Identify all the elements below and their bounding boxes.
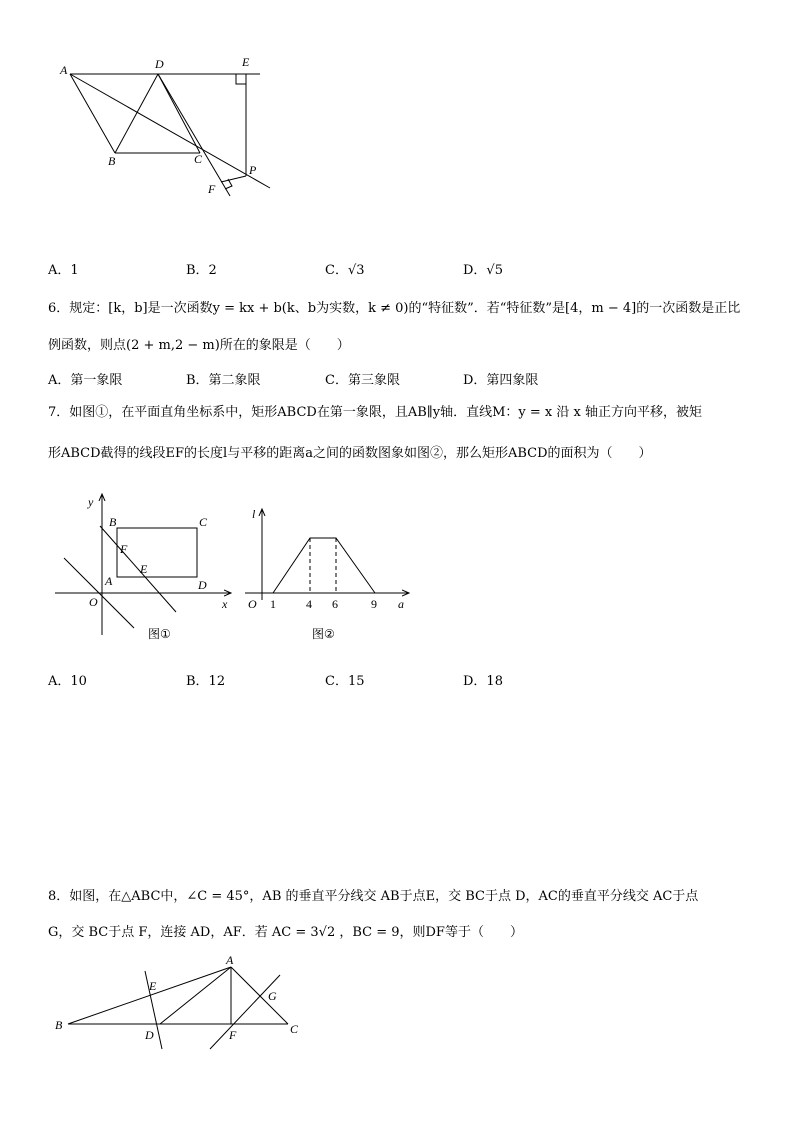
label-D: D: [145, 1028, 154, 1042]
q7-figure-2: [240, 508, 420, 650]
label-x: x: [222, 597, 228, 611]
label-B: B: [55, 1018, 63, 1032]
label-G: G: [268, 989, 277, 1003]
label-F: F: [208, 182, 216, 196]
tick-4: 4: [306, 597, 312, 611]
q6-option-d[interactable]: D．第四象限: [463, 373, 539, 388]
segment-ad: [160, 967, 231, 1024]
q6-option-b[interactable]: B．第二象限: [186, 373, 261, 388]
label-A: A: [226, 953, 234, 967]
q8-stem-line1: 8．如图，在△ABC中，∠C = 45°，AB 的垂直平分线交 AB于点E，交 BC于点 D，AC的垂直平分线交 AC于点: [48, 889, 699, 904]
q5-option-b[interactable]: B．2: [186, 263, 217, 278]
q7-option-d[interactable]: D．18: [463, 674, 503, 689]
line-diagonal-ap: [70, 74, 270, 188]
line-df: [158, 74, 230, 196]
graph-l-vs-a: [273, 538, 375, 593]
q7-figure-1: [50, 490, 245, 650]
label-D: D: [155, 57, 164, 71]
q7-stem-line1: 7．如图①，在平面直角坐标系中，矩形ABCD在第一象限，且AB∥y轴．直线M：y = x 沿 x 轴正方向平移，被矩: [48, 405, 702, 420]
label-B: B: [108, 154, 116, 168]
perp-bisector-ac: [210, 975, 280, 1049]
q6-option-c[interactable]: C．第三象限: [325, 373, 400, 388]
label-E: E: [140, 562, 148, 576]
label-F: F: [229, 1028, 237, 1042]
label-A: A: [105, 574, 113, 588]
q5-option-c[interactable]: C．√3: [325, 263, 365, 278]
q6-stem-line2: 例函数，则点(2 + m,2 − m)所在的象限是（ ）: [48, 338, 350, 353]
segment-ba: [68, 967, 231, 1024]
right-angle-e: [236, 74, 246, 84]
q7-option-b[interactable]: B．12: [186, 674, 226, 689]
q5-figure: [40, 50, 290, 210]
tick-9: 9: [371, 597, 377, 611]
q5-option-d[interactable]: D．√5: [463, 263, 503, 278]
label-D: D: [198, 578, 207, 592]
label-O: O: [89, 595, 98, 609]
line-bd: [115, 74, 158, 153]
label-E: E: [242, 55, 250, 69]
label-C: C: [290, 1022, 299, 1036]
q6-stem-line1: 6．规定：[k，b]是一次函数y = kx + b(k、b为实数，k ≠ 0)的“特征数”．若“特征数”是[4，m − 4]的一次函数是正比: [48, 301, 741, 316]
q7-option-a[interactable]: A．10: [48, 674, 87, 689]
label-A: A: [60, 63, 68, 77]
label-P: P: [249, 163, 257, 177]
label-a: a: [398, 597, 404, 611]
line-dc: [158, 74, 200, 153]
q7-stem-line2: 形ABCD截得的线段EF的长度l与平移的距离a之间的函数图象如图②，那么矩形ABCD的面积为（ ）: [48, 446, 652, 461]
figure-1-caption: 图①: [148, 627, 171, 641]
label-O: O: [248, 597, 257, 611]
q7-option-c[interactable]: C．15: [325, 674, 365, 689]
label-B: B: [109, 515, 117, 529]
line-ab: [70, 74, 115, 153]
line-m-shifted: [100, 526, 176, 612]
rectangle-abcd: [117, 528, 197, 577]
q5-option-a[interactable]: A．1: [48, 263, 79, 278]
label-C: C: [199, 515, 208, 529]
q6-option-a[interactable]: A．第一象限: [48, 373, 123, 388]
label-F: F: [120, 542, 128, 556]
label-y: y: [88, 495, 94, 509]
q8-stem-line2: G，交 BC于点 F，连接 AD，AF．若 AC = 3√2 ，BC = 9，则DF等于（ ）: [48, 925, 523, 940]
line-fp: [221, 176, 246, 182]
tick-1: 1: [270, 597, 276, 611]
tick-6: 6: [332, 597, 338, 611]
figure-2-caption: 图②: [312, 627, 335, 641]
label-E: E: [149, 979, 157, 993]
q8-figure: [50, 953, 320, 1053]
label-C: C: [194, 152, 203, 166]
label-l: l: [252, 507, 256, 521]
